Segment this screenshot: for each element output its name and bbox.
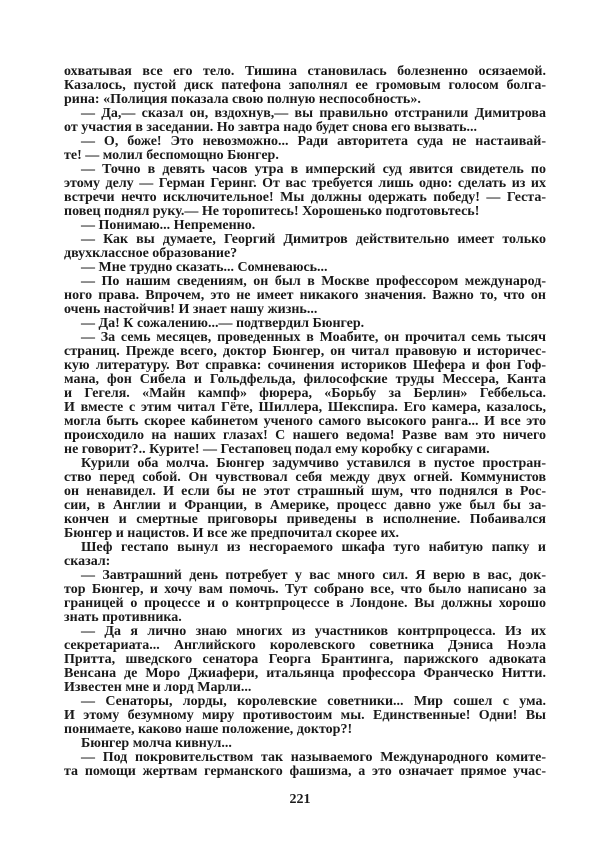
text-line: Казалось, пустой диск патефона заполнял ее громовым голосом болга-	[64, 78, 546, 93]
text-line: — Точно в девять часов утра в имперский суд явится свидетель по	[81, 162, 546, 177]
text-line: секретариата... Английского королевского советника Дэниса Ноэла	[64, 638, 546, 653]
text-line: Шеф гестапо вынул из несгораемого шкафа туго набитую папку и	[81, 540, 546, 555]
text-line: страниц. Прежде всего, доктор Бюнгер, он читал правовую и историчес-	[64, 344, 546, 359]
text-line: Бюнгер молча кивнул...	[81, 736, 232, 751]
text-line: ство перед собой. Он чувствовал себя между двух огней. Коммунистов	[64, 470, 546, 485]
text-line: — О, боже! Это невозможно... Ради авторитета суда не настаивай-	[81, 134, 546, 149]
text-line: — Да! К сожалению...— подтвердил Бюнгер.	[81, 316, 365, 331]
text-line: Известен мне и лорд Марли...	[64, 680, 252, 695]
text-line: происходило на наших глазах! С нашего ведома! Разве вам это ничего	[64, 428, 546, 443]
text-line: — Как вы думаете, Георгий Димитров действительно имеет только	[81, 232, 546, 247]
text-line: Притта, шведского сенатора Георга Брантинга, парижского адвоката	[64, 652, 546, 667]
text-line: повец поднял руку.— Не торопитесь! Хорошенько подготовьтесь!	[64, 204, 480, 219]
text-line: не говорит?.. Курите! — Гестаповец подал ему коробку с сигарами.	[64, 442, 490, 457]
text-line: могла быть скорее кабинетом ученого самого высокого ранга... И все это	[64, 414, 546, 429]
text-line: сии, в Англии и Франции, в Америке, процесс давно уже был бы за-	[64, 498, 546, 513]
text-line: охватывая все его тело. Тишина становилась болезненно осязаемой.	[64, 64, 546, 79]
text-line: границей о процессе и о контрпроцессе в Лондоне. Вы должны хорошо	[64, 596, 546, 611]
text-line: знать противника.	[64, 610, 182, 625]
text-line: и Гегеля. «Майн кампф» фюрера, «Борьбу за Берлин» Геббельса.	[64, 386, 546, 401]
text-line: Бюнгер и нацистов. И все же предпочитал скорее их.	[64, 526, 400, 541]
text-line: — Завтрашний день потребует у вас много сил. Я верю в вас, док-	[81, 568, 546, 583]
text-line: ного права. Впрочем, это не имеет никакого значения. Важно то, что он	[64, 288, 546, 303]
text-line: Венсана де Моро Джиафери, итальянца профессора Франческо Нитти.	[64, 666, 546, 681]
text-line: очень настойчив! И знает нашу жизнь...	[64, 302, 318, 317]
text-line: — По нашим сведениям, он был в Москве профессором международ-	[81, 274, 546, 289]
text-line: мана, фон Сибела и Гольдфельда, философские труды Мессера, Канта	[64, 372, 546, 387]
text-line: тор Бюнгер, и хочу вам помочь. Тут собрано все, что было написано за	[64, 582, 546, 597]
text-line: — Под покровительством так называемого Международного комите-	[81, 750, 546, 765]
text-line: та помощи жертвам германского фашизма, а это означает прямое учас-	[64, 764, 546, 779]
book-page-text	[64, 65, 546, 779]
text-line: И вместе с этим читал Гёте, Шиллера, Шекспира. Его камера, казалось,	[64, 400, 546, 415]
text-line: двухклассное образование?	[64, 246, 238, 261]
text-line: он ненавидел. И если бы не этот страшный шум, что поднялся в Рос-	[64, 484, 546, 499]
text-line: — Сенаторы, лорды, королевские советники... Мир сошел с ума.	[81, 694, 546, 709]
text-line: — Да я лично знаю многих из участников контрпроцесса. Из их	[81, 624, 546, 639]
text-line: — Да,— сказал он, вздохнув,— вы правильно отстранили Димитрова	[81, 106, 546, 121]
text-line: от участия в заседании. Но завтра надо будет снова его вызвать...	[64, 120, 477, 135]
text-line: этому делу — Герман Геринг. От вас требуется лишь одно: сделать из их	[64, 176, 546, 191]
text-line: — Понимаю... Непременно.	[81, 218, 256, 233]
text-line: кончен и смертные приговоры приведены в исполнение. Побаивался	[64, 512, 546, 527]
text-line: понимаете, каково наше положение, доктор?!	[64, 722, 353, 737]
page-number: 221	[289, 792, 311, 807]
text-line: Курили оба молча. Бюнгер задумчиво уставился в пустое простран-	[81, 456, 546, 471]
text-line: встречи нечто исключительное! Мы должны одержать победу! — Геста-	[64, 190, 546, 205]
text-line: те! — молил беспомощно Бюнгер.	[64, 148, 279, 163]
text-line: кую литературу. Вот справка: сочинения историков Шефера и фон Гоф-	[64, 358, 546, 373]
text-line: сказал:	[64, 554, 111, 569]
text-line: И этому безумному миру противостоим мы. Единственные! Одни! Вы	[64, 708, 546, 723]
text-line: рина: «Полиция показала свою полную неспособность».	[64, 92, 421, 107]
text-line: — За семь месяцев, проведенных в Моабите, он прочитал семь тысяч	[81, 330, 546, 345]
text-line: — Мне трудно сказать... Сомневаюсь...	[81, 260, 328, 275]
